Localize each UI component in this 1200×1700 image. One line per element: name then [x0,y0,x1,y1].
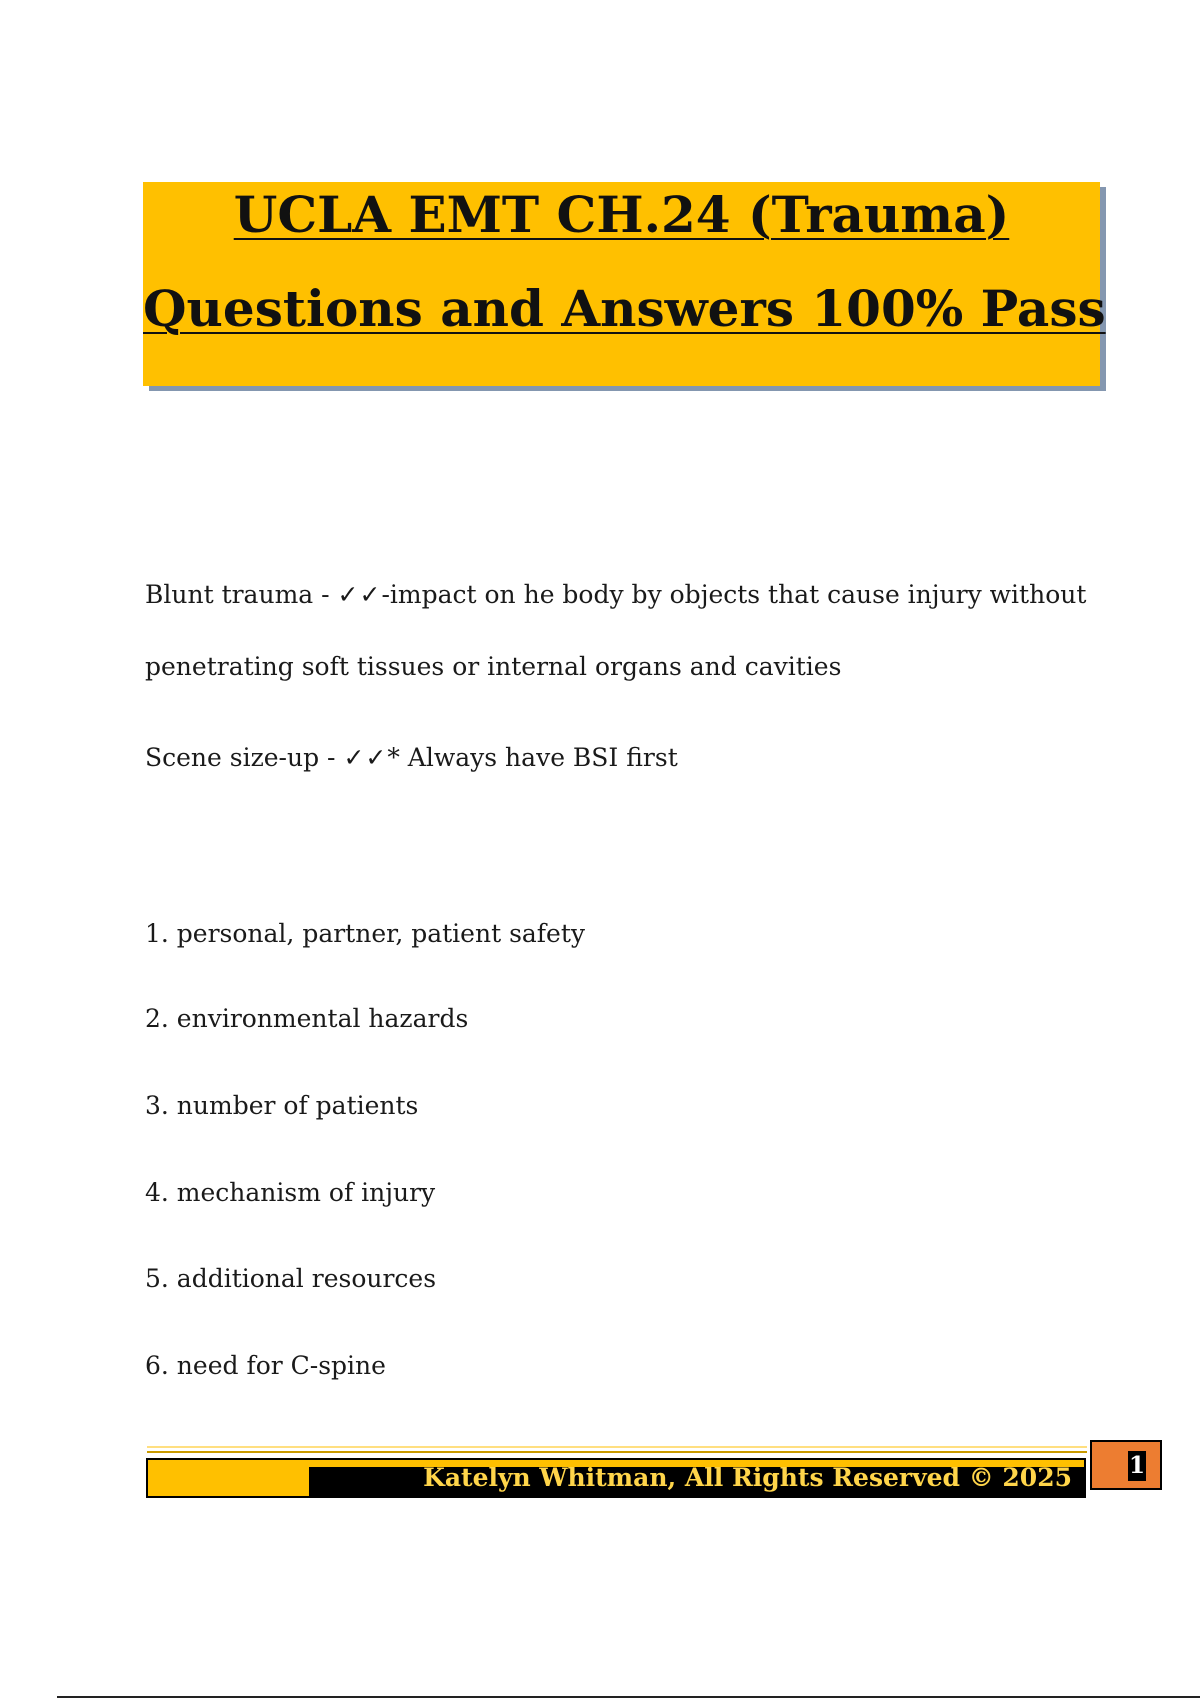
entry-term: Blunt trauma - [145,580,338,609]
list-item: 6. need for C-spine [145,1351,386,1380]
title-line-2: Questions and Answers 100% Pass [143,279,1106,338]
footer-bar [146,1458,1086,1498]
footer-copyright: Katelyn Whitman, All Rights Reserved © 2025 [423,1463,1072,1492]
entry-definition: * Always have BSI first [387,743,678,772]
list-item: 5. additional resources [145,1264,437,1293]
page-number-box [1090,1440,1162,1490]
footer-divider [147,1446,1087,1448]
entry-scene-size-up [145,741,678,775]
entry-definition: -impact on he body by objects that cause injury without [381,580,1087,609]
list-item: 3. number of patients [145,1091,419,1120]
title-banner [143,182,1106,386]
double-checkmark-icon: ✓✓ [337,580,382,609]
page-number: 1 [1128,1452,1145,1479]
footer-divider [147,1451,1087,1453]
entry-blunt-trauma-line-2: penetrating soft tissues or internal organs and cavities [145,652,842,681]
list-item: 1. personal, partner, patient safety [145,919,586,948]
entry-term: Scene size-up - [145,743,344,772]
title-line-1: UCLA EMT CH.24 (Trauma) [233,185,1010,244]
entry-blunt-trauma-line-1 [145,578,1086,612]
list-item: 4. mechanism of injury [145,1178,436,1207]
double-checkmark-icon: ✓✓ [343,743,388,772]
list-item: 2. environmental hazards [145,1004,469,1033]
page-bottom-divider [57,1696,1200,1698]
